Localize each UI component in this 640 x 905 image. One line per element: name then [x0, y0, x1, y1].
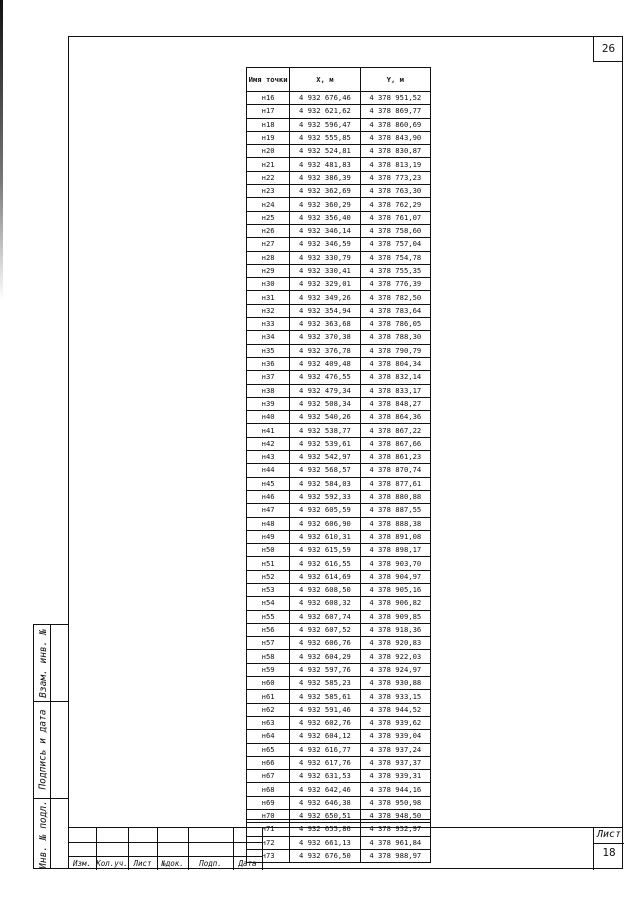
cell-x: 4 932 621,62 [290, 105, 360, 118]
cell-x: 4 932 605,59 [290, 504, 360, 517]
table-row [247, 264, 431, 277]
cell-y: 4 378 920,83 [360, 637, 430, 650]
cell-y: 4 378 757,04 [360, 238, 430, 251]
cell-y: 4 378 761,07 [360, 211, 430, 224]
cell-y: 4 378 937,37 [360, 756, 430, 769]
cell-x: 4 932 655,86 [290, 823, 360, 836]
cell-x: 4 932 646,38 [290, 796, 360, 809]
cell-point-name: н45 [247, 477, 290, 490]
cell-y: 4 378 813,19 [360, 158, 430, 171]
cell-y: 4 378 848,27 [360, 397, 430, 410]
cell-y: 4 378 918,36 [360, 623, 430, 636]
cell-y: 4 378 754,78 [360, 251, 430, 264]
cell-y: 4 378 961,84 [360, 836, 430, 849]
cell-point-name: н29 [247, 264, 290, 277]
scan-edge-shadow [0, 0, 3, 300]
table-row [247, 610, 431, 623]
cell-y: 4 378 909,85 [360, 610, 430, 623]
cell-x: 4 932 616,77 [290, 743, 360, 756]
cell-point-name: н52 [247, 570, 290, 583]
cell-y: 4 378 782,50 [360, 291, 430, 304]
cell-point-name: н17 [247, 105, 290, 118]
table-row [247, 291, 431, 304]
cell-x: 4 932 642,46 [290, 783, 360, 796]
title-block-grid [68, 828, 262, 870]
cell-y: 4 378 773,23 [360, 171, 430, 184]
cell-y: 4 378 790,79 [360, 344, 430, 357]
cell-x: 4 932 524,81 [290, 145, 360, 158]
cell-x: 4 932 661,13 [290, 836, 360, 849]
cell-y: 4 378 833,17 [360, 384, 430, 397]
table-row [247, 318, 431, 331]
cell-x: 4 932 616,55 [290, 557, 360, 570]
table-row [247, 304, 431, 317]
cell-point-name: н46 [247, 490, 290, 503]
header-x: X, м [290, 68, 360, 92]
cell-y: 4 378 870,74 [360, 464, 430, 477]
cell-x: 4 932 354,94 [290, 304, 360, 317]
cell-x: 4 932 602,76 [290, 716, 360, 729]
cell-point-name: н51 [247, 557, 290, 570]
table-row [247, 185, 431, 198]
cell-x: 4 932 610,31 [290, 530, 360, 543]
cell-point-name: н60 [247, 677, 290, 690]
cell-point-name: н22 [247, 171, 290, 184]
cell-point-name: н69 [247, 796, 290, 809]
cell-x: 4 932 615,59 [290, 544, 360, 557]
cell-x: 4 932 607,52 [290, 623, 360, 636]
header-point-name: Имя точки [247, 68, 290, 92]
table-row [247, 597, 431, 610]
cell-x: 4 932 542,97 [290, 451, 360, 464]
cell-x: 4 932 346,14 [290, 224, 360, 237]
table-row [247, 371, 431, 384]
cell-x: 4 932 591,46 [290, 703, 360, 716]
table-row [247, 730, 431, 743]
cell-x: 4 932 568,57 [290, 464, 360, 477]
cell-point-name: н41 [247, 424, 290, 437]
table-row [247, 557, 431, 570]
table-row [247, 716, 431, 729]
cell-point-name: н16 [247, 92, 290, 105]
cell-y: 4 378 950,98 [360, 796, 430, 809]
cell-y: 4 378 930,88 [360, 677, 430, 690]
label-podp: Подп. [199, 859, 222, 868]
cell-x: 4 932 608,50 [290, 583, 360, 596]
table-row [247, 238, 431, 251]
cell-y: 4 378 922,03 [360, 650, 430, 663]
table-row [247, 278, 431, 291]
cell-y: 4 378 762,29 [360, 198, 430, 211]
cell-point-name: н70 [247, 810, 290, 823]
cell-y: 4 378 951,52 [360, 92, 430, 105]
cell-y: 4 378 933,15 [360, 690, 430, 703]
cell-point-name: н65 [247, 743, 290, 756]
cell-point-name: н61 [247, 690, 290, 703]
cell-point-name: н49 [247, 530, 290, 543]
cell-point-name: н33 [247, 318, 290, 331]
cell-x: 4 932 604,12 [290, 730, 360, 743]
cell-point-name: н59 [247, 663, 290, 676]
cell-point-name: н66 [247, 756, 290, 769]
cell-point-name: н26 [247, 224, 290, 237]
table-row [247, 384, 431, 397]
cell-x: 4 932 592,33 [290, 490, 360, 503]
left-side-stamp [33, 624, 68, 869]
cell-y: 4 378 830,87 [360, 145, 430, 158]
label-data: Дата [238, 859, 257, 868]
cell-point-name: н25 [247, 211, 290, 224]
cell-x: 4 932 596,47 [290, 118, 360, 131]
cell-x: 4 932 650,51 [290, 810, 360, 823]
table-row [247, 451, 431, 464]
cell-y: 4 378 880,88 [360, 490, 430, 503]
cell-point-name: н43 [247, 451, 290, 464]
cell-point-name: н73 [247, 849, 290, 862]
cell-x: 4 932 539,61 [290, 437, 360, 450]
cell-point-name: н19 [247, 131, 290, 144]
cell-y: 4 378 939,31 [360, 770, 430, 783]
table-row [247, 783, 431, 796]
label-list: Лист [133, 859, 152, 868]
cell-point-name: н71 [247, 823, 290, 836]
cell-y: 4 378 861,23 [360, 451, 430, 464]
table-row [247, 650, 431, 663]
table-row [247, 544, 431, 557]
table-row [247, 198, 431, 211]
cell-point-name: н67 [247, 770, 290, 783]
cell-y: 4 378 952,97 [360, 823, 430, 836]
cell-x: 4 932 608,32 [290, 597, 360, 610]
table-row [247, 171, 431, 184]
table-row [247, 464, 431, 477]
cell-x: 4 932 606,90 [290, 517, 360, 530]
table-body [247, 92, 431, 863]
cell-x: 4 932 676,50 [290, 849, 360, 862]
cell-point-name: н50 [247, 544, 290, 557]
table-row [247, 411, 431, 424]
cell-y: 4 378 867,66 [360, 437, 430, 450]
table-row [247, 331, 431, 344]
cell-y: 4 378 755,35 [360, 264, 430, 277]
cell-point-name: н64 [247, 730, 290, 743]
cell-y: 4 378 888,38 [360, 517, 430, 530]
cell-point-name: н57 [247, 637, 290, 650]
sheet-number: 18 [602, 846, 616, 859]
table-row [247, 424, 431, 437]
cell-y: 4 378 944,16 [360, 783, 430, 796]
cell-x: 4 932 508,34 [290, 397, 360, 410]
cell-y: 4 378 906,82 [360, 597, 430, 610]
table-row [247, 158, 431, 171]
cell-y: 4 378 763,30 [360, 185, 430, 198]
label-izm: Изм. [72, 859, 92, 868]
cell-point-name: н68 [247, 783, 290, 796]
cell-y: 4 378 786,05 [360, 318, 430, 331]
cell-point-name: н42 [247, 437, 290, 450]
cell-y: 4 378 869,77 [360, 105, 430, 118]
cell-point-name: н28 [247, 251, 290, 264]
cell-point-name: н58 [247, 650, 290, 663]
cell-y: 4 378 832,14 [360, 371, 430, 384]
table-row [247, 211, 431, 224]
table-row [247, 690, 431, 703]
cell-y: 4 378 898,17 [360, 544, 430, 557]
cell-point-name: н36 [247, 357, 290, 370]
cell-y: 4 378 924,97 [360, 663, 430, 676]
table-row [247, 623, 431, 636]
cell-y: 4 378 939,62 [360, 716, 430, 729]
cell-point-name: н23 [247, 185, 290, 198]
label-ndok: №док. [161, 859, 184, 868]
cell-y: 4 378 937,24 [360, 743, 430, 756]
cell-y: 4 378 891,08 [360, 530, 430, 543]
cell-y: 4 378 758,60 [360, 224, 430, 237]
cell-x: 4 932 540,26 [290, 411, 360, 424]
cell-y: 4 378 948,50 [360, 810, 430, 823]
cell-x: 4 932 386,39 [290, 171, 360, 184]
table-row [247, 517, 431, 530]
cell-point-name: н72 [247, 836, 290, 849]
cell-point-name: н40 [247, 411, 290, 424]
cell-point-name: н38 [247, 384, 290, 397]
table-row [247, 703, 431, 716]
cell-x: 4 932 538,77 [290, 424, 360, 437]
cell-y: 4 378 904,97 [360, 570, 430, 583]
cell-x: 4 932 555,85 [290, 131, 360, 144]
stamp-inv-podl: Инв. № подл. [37, 799, 49, 869]
cell-point-name: н24 [247, 198, 290, 211]
cell-point-name: н31 [247, 291, 290, 304]
table-row [247, 583, 431, 596]
table-row [247, 397, 431, 410]
cell-point-name: н47 [247, 504, 290, 517]
cell-point-name: н34 [247, 331, 290, 344]
cell-point-name: н62 [247, 703, 290, 716]
cell-point-name: н56 [247, 623, 290, 636]
cell-x: 4 932 597,76 [290, 663, 360, 676]
cell-x: 4 932 585,23 [290, 677, 360, 690]
cell-y: 4 378 860,69 [360, 118, 430, 131]
cell-point-name: н21 [247, 158, 290, 171]
cell-x: 4 932 617,76 [290, 756, 360, 769]
table-row [247, 743, 431, 756]
cell-y: 4 378 905,16 [360, 583, 430, 596]
cell-x: 4 932 614,69 [290, 570, 360, 583]
cell-x: 4 932 360,29 [290, 198, 360, 211]
cell-x: 4 932 585,61 [290, 690, 360, 703]
cell-y: 4 378 864,36 [360, 411, 430, 424]
cell-point-name: н27 [247, 238, 290, 251]
table-row [247, 357, 431, 370]
cell-y: 4 378 788,30 [360, 331, 430, 344]
cell-y: 4 378 939,04 [360, 730, 430, 743]
cell-x: 4 932 607,74 [290, 610, 360, 623]
cell-x: 4 932 370,38 [290, 331, 360, 344]
table-row [247, 344, 431, 357]
table-row [247, 131, 431, 144]
coordinates-table [246, 67, 431, 863]
page-number: 26 [601, 42, 616, 55]
table-header-row [247, 68, 431, 92]
cell-x: 4 932 356,40 [290, 211, 360, 224]
cell-point-name: н20 [247, 145, 290, 158]
cell-x: 4 932 584,03 [290, 477, 360, 490]
cell-y: 4 378 887,55 [360, 504, 430, 517]
title-block [68, 827, 623, 869]
cell-y: 4 378 903,70 [360, 557, 430, 570]
table-row [247, 796, 431, 809]
table-row [247, 118, 431, 131]
table-row [247, 530, 431, 543]
cell-x: 4 932 676,46 [290, 92, 360, 105]
cell-y: 4 378 944,52 [360, 703, 430, 716]
table-row [247, 145, 431, 158]
cell-x: 4 932 479,34 [290, 384, 360, 397]
cell-x: 4 932 481,83 [290, 158, 360, 171]
cell-x: 4 932 330,79 [290, 251, 360, 264]
cell-x: 4 932 606,76 [290, 637, 360, 650]
cell-x: 4 932 362,69 [290, 185, 360, 198]
cell-x: 4 932 329,01 [290, 278, 360, 291]
table-row [247, 477, 431, 490]
cell-x: 4 932 604,29 [290, 650, 360, 663]
table-row [247, 637, 431, 650]
cell-y: 4 378 804,34 [360, 357, 430, 370]
cell-point-name: н32 [247, 304, 290, 317]
cell-x: 4 932 349,26 [290, 291, 360, 304]
cell-point-name: н35 [247, 344, 290, 357]
table-row [247, 224, 431, 237]
table-row [247, 490, 431, 503]
cell-x: 4 932 330,41 [290, 264, 360, 277]
label-kol-uch: Кол.уч. [96, 859, 128, 868]
table-row [247, 92, 431, 105]
cell-y: 4 378 843,90 [360, 131, 430, 144]
table-row [247, 504, 431, 517]
table-tail [246, 814, 431, 820]
cell-y: 4 378 877,61 [360, 477, 430, 490]
table-row [247, 570, 431, 583]
cell-point-name: н44 [247, 464, 290, 477]
sheet-label: Лист [594, 829, 624, 844]
cell-y: 4 378 776,39 [360, 278, 430, 291]
cell-point-name: н54 [247, 597, 290, 610]
stamp-vzam-inv: Взам. инв. № [37, 628, 49, 698]
table-row [247, 756, 431, 769]
cell-x: 4 932 346,59 [290, 238, 360, 251]
table-row [247, 105, 431, 118]
cell-x: 4 932 476,55 [290, 371, 360, 384]
cell-x: 4 932 363,68 [290, 318, 360, 331]
cell-x: 4 932 631,53 [290, 770, 360, 783]
page-number-box [593, 36, 623, 62]
cell-point-name: н18 [247, 118, 290, 131]
sheet-box [593, 828, 623, 870]
table-row [247, 437, 431, 450]
cell-point-name: н48 [247, 517, 290, 530]
cell-y: 4 378 867,22 [360, 424, 430, 437]
stamp-signature-date: Подпись и дата [37, 709, 49, 790]
cell-point-name: н55 [247, 610, 290, 623]
table-row [247, 677, 431, 690]
header-y: Y, м [360, 68, 430, 92]
cell-point-name: н53 [247, 583, 290, 596]
cell-point-name: н63 [247, 716, 290, 729]
table-row [247, 663, 431, 676]
cell-x: 4 932 409,48 [290, 357, 360, 370]
table-row [247, 770, 431, 783]
table-row [247, 251, 431, 264]
cell-point-name: н30 [247, 278, 290, 291]
cell-y: 4 378 988,97 [360, 849, 430, 862]
cell-x: 4 932 376,78 [290, 344, 360, 357]
cell-point-name: н37 [247, 371, 290, 384]
cell-y: 4 378 783,64 [360, 304, 430, 317]
cell-point-name: н39 [247, 397, 290, 410]
